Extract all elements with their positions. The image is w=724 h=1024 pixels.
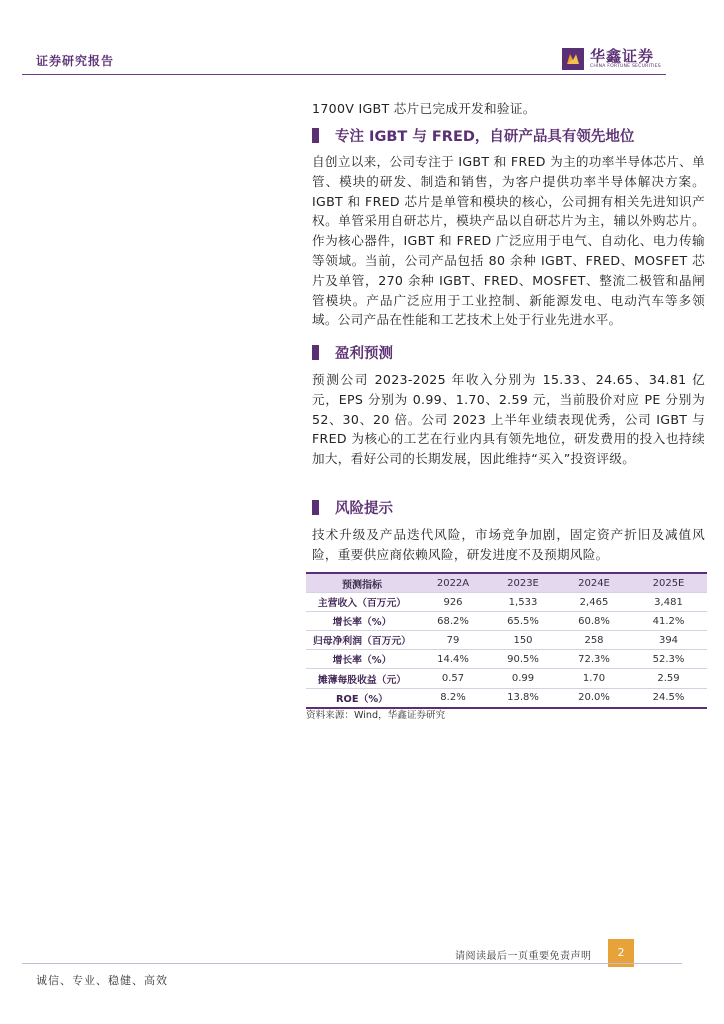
table-cell: 72.3% xyxy=(558,650,630,669)
table-header-cell: 2025E xyxy=(630,573,707,593)
table-cell: 52.3% xyxy=(630,650,707,669)
table-cell: 2,465 xyxy=(558,593,630,612)
table-row xyxy=(306,631,707,650)
page-number-badge: 2 xyxy=(608,939,634,967)
row-label: 增长率（%） xyxy=(306,612,418,631)
footer-motto: 诚信、专业、稳健、高效 xyxy=(36,974,168,987)
row-label: 主营收入（百万元） xyxy=(306,593,418,612)
section-paragraph-forecast: 预测公司 2023-2025 年收入分别为 15.33、24.65、34.81 亿元，EPS 分别为 0.99、1.70、2.59 元，当前股价对应 PE 分别为 52、30、20 倍。公司 2023 上半年业绩表现优秀，公司 IGBT 与 FRED 为核心的工艺在行业内具有领先地位，研发费用的投入也持续加大，看好公司的长期发展，因此维持“买入”投资评级。 xyxy=(312,372,705,467)
row-label: 增长率（%） xyxy=(306,650,418,669)
section-paragraph-risk: 技术升级及产品迭代风险，市场竞争加剧，固定资产折旧及减值风险，重要供应商依赖风险，研发进度不及预期风险。 xyxy=(312,527,705,562)
table-cell: 14.4% xyxy=(418,650,488,669)
table-cell: 20.0% xyxy=(558,688,630,708)
row-label: ROE（%） xyxy=(306,688,418,708)
heading-bar-icon xyxy=(312,500,319,515)
logo-mark-icon xyxy=(562,48,584,70)
table-row xyxy=(306,688,707,708)
section-title: 盈利预测 xyxy=(335,346,393,362)
table-cell: 24.5% xyxy=(630,688,707,708)
logo-name-en: CHINA FORTUNE SECURITIES xyxy=(590,64,661,69)
section-title: 专注 IGBT 与 FRED，自研产品具有领先地位 xyxy=(335,129,635,145)
section-heading-forecast xyxy=(312,344,393,364)
table-cell: 150 xyxy=(488,631,558,650)
forecast-table xyxy=(306,572,707,709)
table-cell: 41.2% xyxy=(630,612,707,631)
table-header-cell: 2024E xyxy=(558,573,630,593)
table-cell: 65.5% xyxy=(488,612,558,631)
heading-bar-icon xyxy=(312,128,319,143)
table-row xyxy=(306,650,707,669)
table-row xyxy=(306,612,707,631)
table-cell: 2.59 xyxy=(630,669,707,688)
table-row xyxy=(306,593,707,612)
intro-line: 1700V IGBT 芯片已完成开发和验证。 xyxy=(312,101,536,116)
header-divider xyxy=(22,74,666,75)
report-type-label: 证券研究报告 xyxy=(36,54,115,68)
section-heading-focus xyxy=(312,127,634,147)
table-cell: 90.5% xyxy=(488,650,558,669)
table-cell: 79 xyxy=(418,631,488,650)
section-paragraph-focus: 自创立以来，公司专注于 IGBT 和 FRED 为主的功率半导体芯片、单管、模块的研发、制造和销售，为客户提供功率半导体解决方案。IGBT 和 FRED 芯片是单管和模块的核心，公司拥有相关先进知识产权。单管采用自研芯片，模块产品以自研芯片为主，辅以外购芯片。作为核心器件，IGBT 和 FRED 广泛应用于电气、自动化、电力传输等领域。当前，公司产品包括 80 余种 IGBT、FRED、MOSFET 芯片及单管，270 余种 IGBT、FRED、MOSFET、整流二极管和晶闸管模块。产品广泛应用于工业控制、新能源发电、电动汽车等多领域。公司产品在性能和工艺技术上处于行业先进水平。 xyxy=(312,154,705,328)
company-logo xyxy=(562,46,668,72)
table-cell: 394 xyxy=(630,631,707,650)
footer-divider xyxy=(22,963,682,964)
table-cell: 0.99 xyxy=(488,669,558,688)
table-cell: 0.57 xyxy=(418,669,488,688)
table-cell: 3,481 xyxy=(630,593,707,612)
row-label: 归母净利润（百万元） xyxy=(306,631,418,650)
table-cell: 1,533 xyxy=(488,593,558,612)
section-heading-risk xyxy=(312,499,393,519)
table-cell: 8.2% xyxy=(418,688,488,708)
table-row xyxy=(306,669,707,688)
table-source-note: 资料来源：Wind，华鑫证券研究 xyxy=(306,710,446,721)
table-header-row xyxy=(306,573,707,593)
disclaimer-link[interactable]: 请阅读最后一页重要免责声明 xyxy=(455,951,592,962)
row-label: 摊薄每股收益（元） xyxy=(306,669,418,688)
table-header-cell: 2023E xyxy=(488,573,558,593)
table-cell: 1.70 xyxy=(558,669,630,688)
table-cell: 926 xyxy=(418,593,488,612)
table-cell: 68.2% xyxy=(418,612,488,631)
table-cell: 258 xyxy=(558,631,630,650)
heading-bar-icon xyxy=(312,345,319,360)
logo-name-cn: 华鑫证券 xyxy=(590,47,655,65)
table-cell: 13.8% xyxy=(488,688,558,708)
table-header-cell: 2022A xyxy=(418,573,488,593)
section-title: 风险提示 xyxy=(335,501,393,517)
table-header-cell: 预测指标 xyxy=(306,573,418,593)
table-cell: 60.8% xyxy=(558,612,630,631)
